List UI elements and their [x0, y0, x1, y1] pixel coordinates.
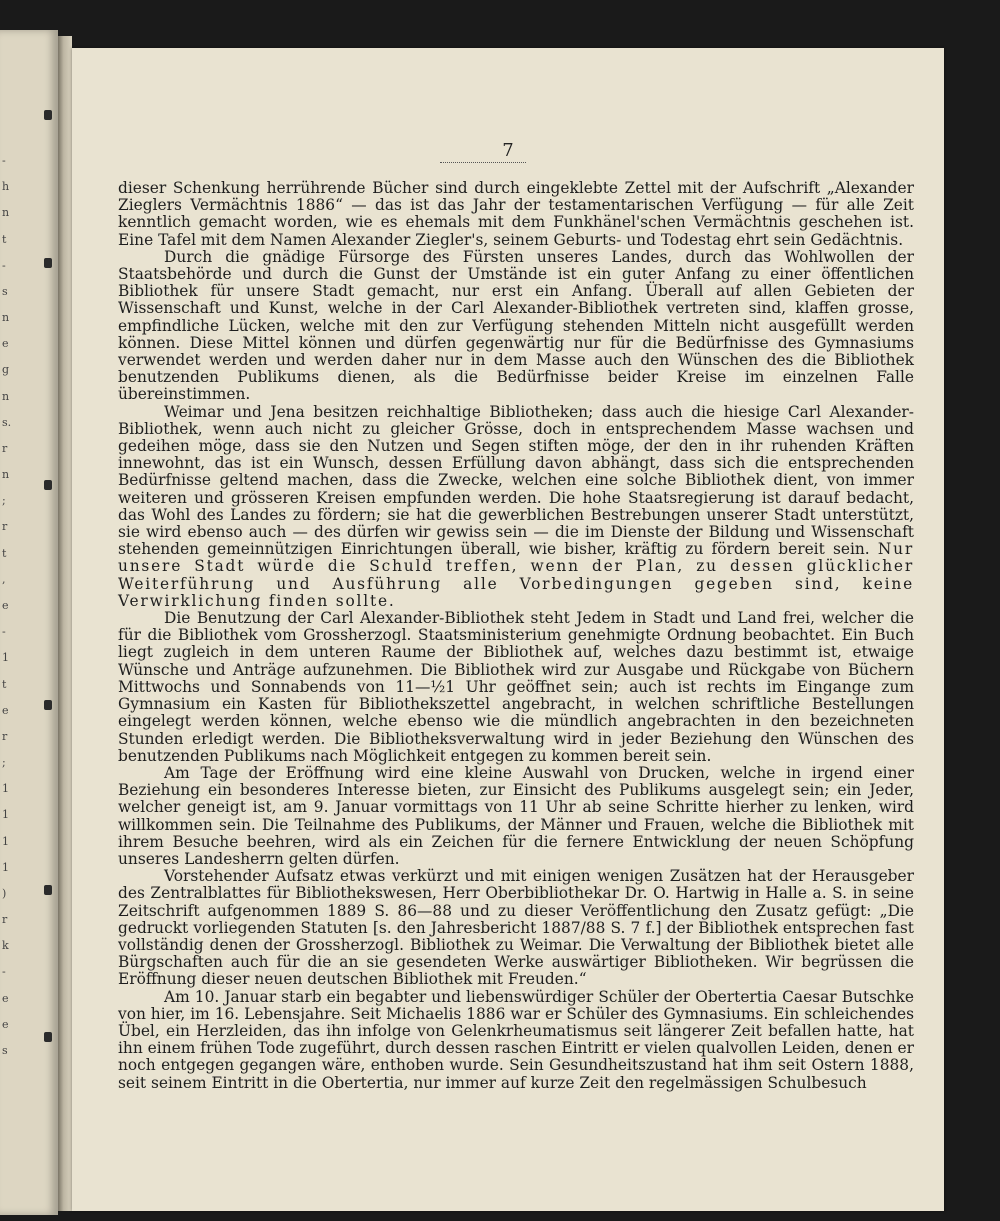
left-page-fragment: e — [2, 991, 9, 1005]
left-page-fragment: ; — [2, 756, 6, 770]
book-gutter — [58, 36, 72, 1211]
left-page-fragment: 1 — [2, 808, 9, 822]
left-page-fragment: e — [2, 1017, 9, 1031]
binding-mark — [44, 885, 52, 895]
left-page-fragment: r — [2, 441, 8, 455]
previous-page-edge — [0, 30, 58, 1215]
left-page-fragment: - — [2, 258, 6, 272]
left-page-fragment: - — [2, 965, 6, 979]
left-page-fragment: - — [2, 154, 6, 167]
left-page-fragment: ) — [2, 886, 7, 900]
left-page-fragment: t — [2, 232, 7, 246]
paragraph-5: Am Tage der Eröffnung wird eine kleine Auswahl von Drucken, welche in irgend einer Beziehung ein besonderes Interesse bieten, zur Einsicht des Publikums ausgelegt sein; ein Jeder, welcher geneigt ist, am 9. Januar vormittags von 11 Uhr ab seine Schritte hierher zu lenken, wird willkommen sein. Die Teilnahme des Publikums, der Männer und Frauen, welche die Bibliothek mit ihrem Besuche beehren, wird als ein Zeichen für die fernere Entwicklung der neuen Schöpfung unseres Landesherrn gelten dürfen. — [118, 763, 914, 868]
left-page-fragment: r — [2, 913, 8, 927]
paragraph-3-text: Weimar und Jena besitzen reichhaltige Bibliotheken; dass auch die hiesige Carl Alexander-Bibliothek, wenn auch nicht zu gleicher Grösse, doch in entsprechendem Masse wachsen und gedeihen möge, dass sie den Nutzen und Segen stiften möge, der den in ihr ruhenden Kräften innewohnt, das ist ein Wunsch, dessen Erfüllung davon abhängt, dass sich die entsprechenden Bedürfnisse geltend machen, dass die Zwecke, welchen eine solche Bibliothek dient, von immer weiteren und grösseren Kreisen empfunden werden. Die hohe Staatsregierung ist darauf bedacht, das Wohl des Landes zu fördern; sie hat die gewerblichen Bestrebungen unserer Stadt unterstützt, sie wird ebenso auch — des dürfen wir gewiss sein — die im Dienste der Bildung und Wissenschaft stehenden gemeinnützigen Einrichtungen überall, wie bisher, kräftig zu fördern bereit sein. — [118, 402, 914, 559]
binding-mark — [44, 1032, 52, 1042]
binding-mark — [44, 480, 52, 490]
paragraph-2: Durch die gnädige Fürsorge des Fürsten unseres Landes, durch das Wohlwollen der Staatsbehörde und durch die Gunst der Umstände ist ein guter Anfang zu einer öffentlichen Bibliothek für unsere Stadt gemacht, nur erst ein Anfang. Überall auf allen Gebieten der Wissenschaft und Kunst, welche in der Carl Alexander-Bibliothek vertreten sind, klaffen grosse, empfindliche Lücken, welche mit den zur Verfügung stehenden Mitteln nicht ausgefüllt werden können. Diese Mittel können und dürfen gegenwärtig nur für die Bedürfnisse des Gymnasiums verwendet werden und werden daher nur in dem Masse auch den Wünschen des die Bibliothek benutzenden Publikums dienen, als die Bedürfnisse beider Kreise im einzelnen Falle übereinstimmen. — [118, 247, 914, 404]
left-page-fragment: t — [2, 677, 7, 691]
left-page-fragment: ; — [2, 494, 6, 508]
paragraph-7: Am 10. Januar starb ein begabter und liebenswürdiger Schüler der Obertertia Caesar Butschke von hier, im 16. Lebensjahre. Seit Michaelis 1886 war er Schüler des Gymnasiums. Ein schleichendes Übel, ein Herzleiden, das ihn infolge von Gelenkrheumatismus seit längerer Zeit befallen hatte, hat ihn einem frühen Tode zugeführt, durch dessen raschen Eintritt er vielen qualvollen Leiden, denen er noch entgegen gegangen wäre, enthoben wurde. Sein Gesundheitszustand hat ihm seit Ostern 1888, seit seinem Eintritt in die Obertertia, nur immer auf kurze Zeit den regelmässigen Schulbesuch — [118, 987, 914, 1092]
left-page-fragment: 1 — [2, 651, 9, 665]
left-page-fragment: r — [2, 729, 8, 743]
left-page-fragment: g — [2, 363, 10, 377]
paragraph-3-spaced-text: Nur unsere Stadt würde die Schuld treffen, wenn der Plan, zu dessen glücklicher Weiterführung und Ausführung alle Vorbedingungen gegeben sind, keine Verwirklichung finden sollte. — [118, 540, 914, 610]
document-page — [72, 48, 944, 1211]
left-page-fragment: r — [2, 520, 8, 534]
left-page-fragment: t — [2, 546, 7, 560]
paragraph-4: Die Benutzung der Carl Alexander-Bibliothek steht Jedem in Stadt und Land frei, welcher die für die Bibliothek vom Grossherzogl. Staatsministerium genehmigte Ordnung beobachtet. Ein Buch liegt zugleich in dem unteren Raume der Bibliothek auf, welches dazu bestimmt ist, etwaige Wünsche und Anträge aufzunehmen. Die Bibliothek wird zur Ausgabe und Rückgabe von Büchern Mittwochs und Sonnabends von 11—½1 Uhr geöffnet sein; auch ist rechts im Eingange zum Gymnasium ein Kasten für Bibliothekszettel angebracht, in welchen schriftliche Bestellungen eingelegt werden können, welche ebenso wie die mündlich angebrachten in den bezeichneten Stunden erledigt werden. Die Bibliotheksverwaltung wird in jeder Beziehung den Wünschen des benutzenden Publikums nach Möglichkeit entgegen zu kommen bereit sein. — [118, 609, 914, 765]
paragraph-1: dieser Schenkung herrührende Bücher sind durch eingeklebte Zettel mit der Aufschrift „Alexander Zieglers Vermächtnis 1886“ — das ist das Jahr der testamentarischen Verfügung — für alle Zeit kenntlich gemacht worden, wie es ehemals mit dem Funkhänel'schen Vermächtnis geschehen ist. Eine Tafel mit dem Namen Alexander Ziegler's, seinem Geburts- und Todestag ehrt sein Gedächtnis. — [118, 179, 914, 249]
left-page-fragment: s — [2, 284, 8, 298]
paragraph-3 — [118, 404, 914, 610]
left-page-fragment: n — [2, 389, 10, 403]
binding-mark — [44, 700, 52, 710]
left-page-fragment: n — [2, 468, 10, 482]
left-page-fragment: , — [2, 572, 6, 586]
left-page-fragment: s. — [2, 415, 12, 429]
left-page-fragment: 1 — [2, 782, 9, 796]
left-page-fragment: e — [2, 599, 9, 612]
page-number-rule — [440, 162, 526, 163]
left-page-fragment: - — [2, 625, 6, 639]
left-page-fragment: n — [2, 206, 10, 220]
left-page-fragment: s — [2, 1044, 8, 1057]
left-page-fragment: e — [2, 337, 9, 351]
left-page-fragment: 1 — [2, 834, 9, 848]
left-page-fragment: h — [2, 180, 10, 194]
paragraph-6: Vorstehender Aufsatz etwas verkürzt und mit einigen wenigen Zusätzen hat der Herausgeber des Zentralblattes für Bibliothekswesen, Herr Oberbibliothekar Dr. O. Hartwig in Halle a. S. in seine Zeitschrift aufgenommen 1889 S. 86—88 und zu dieser Veröffentlichung den Zusatz gefügt: „Die gedruckt vorliegenden Statuten [s. den Jahresbericht 1887/88 S. 7 f.] der Bibliothek entsprechen fast vollständig denen der Grossherzogl. Bibliothek zu Weimar. Die Verwaltung der Bibliothek bietet alle Bürgschaften auch für die an sie gesendeten Werke auswärtiger Bibliotheken. Wir begrüssen die Eröffnung dieser neuen deutschen Bibliothek mit Freuden.“ — [118, 867, 914, 989]
left-page-fragment: e — [2, 703, 9, 717]
binding-mark — [44, 258, 52, 268]
page-number: 7 — [502, 140, 514, 161]
binding-mark — [44, 110, 52, 120]
left-page-fragment: 1 — [2, 860, 9, 874]
left-page-fragment: k — [2, 939, 9, 953]
left-page-fragment: n — [2, 311, 10, 325]
body-text — [118, 180, 914, 1092]
